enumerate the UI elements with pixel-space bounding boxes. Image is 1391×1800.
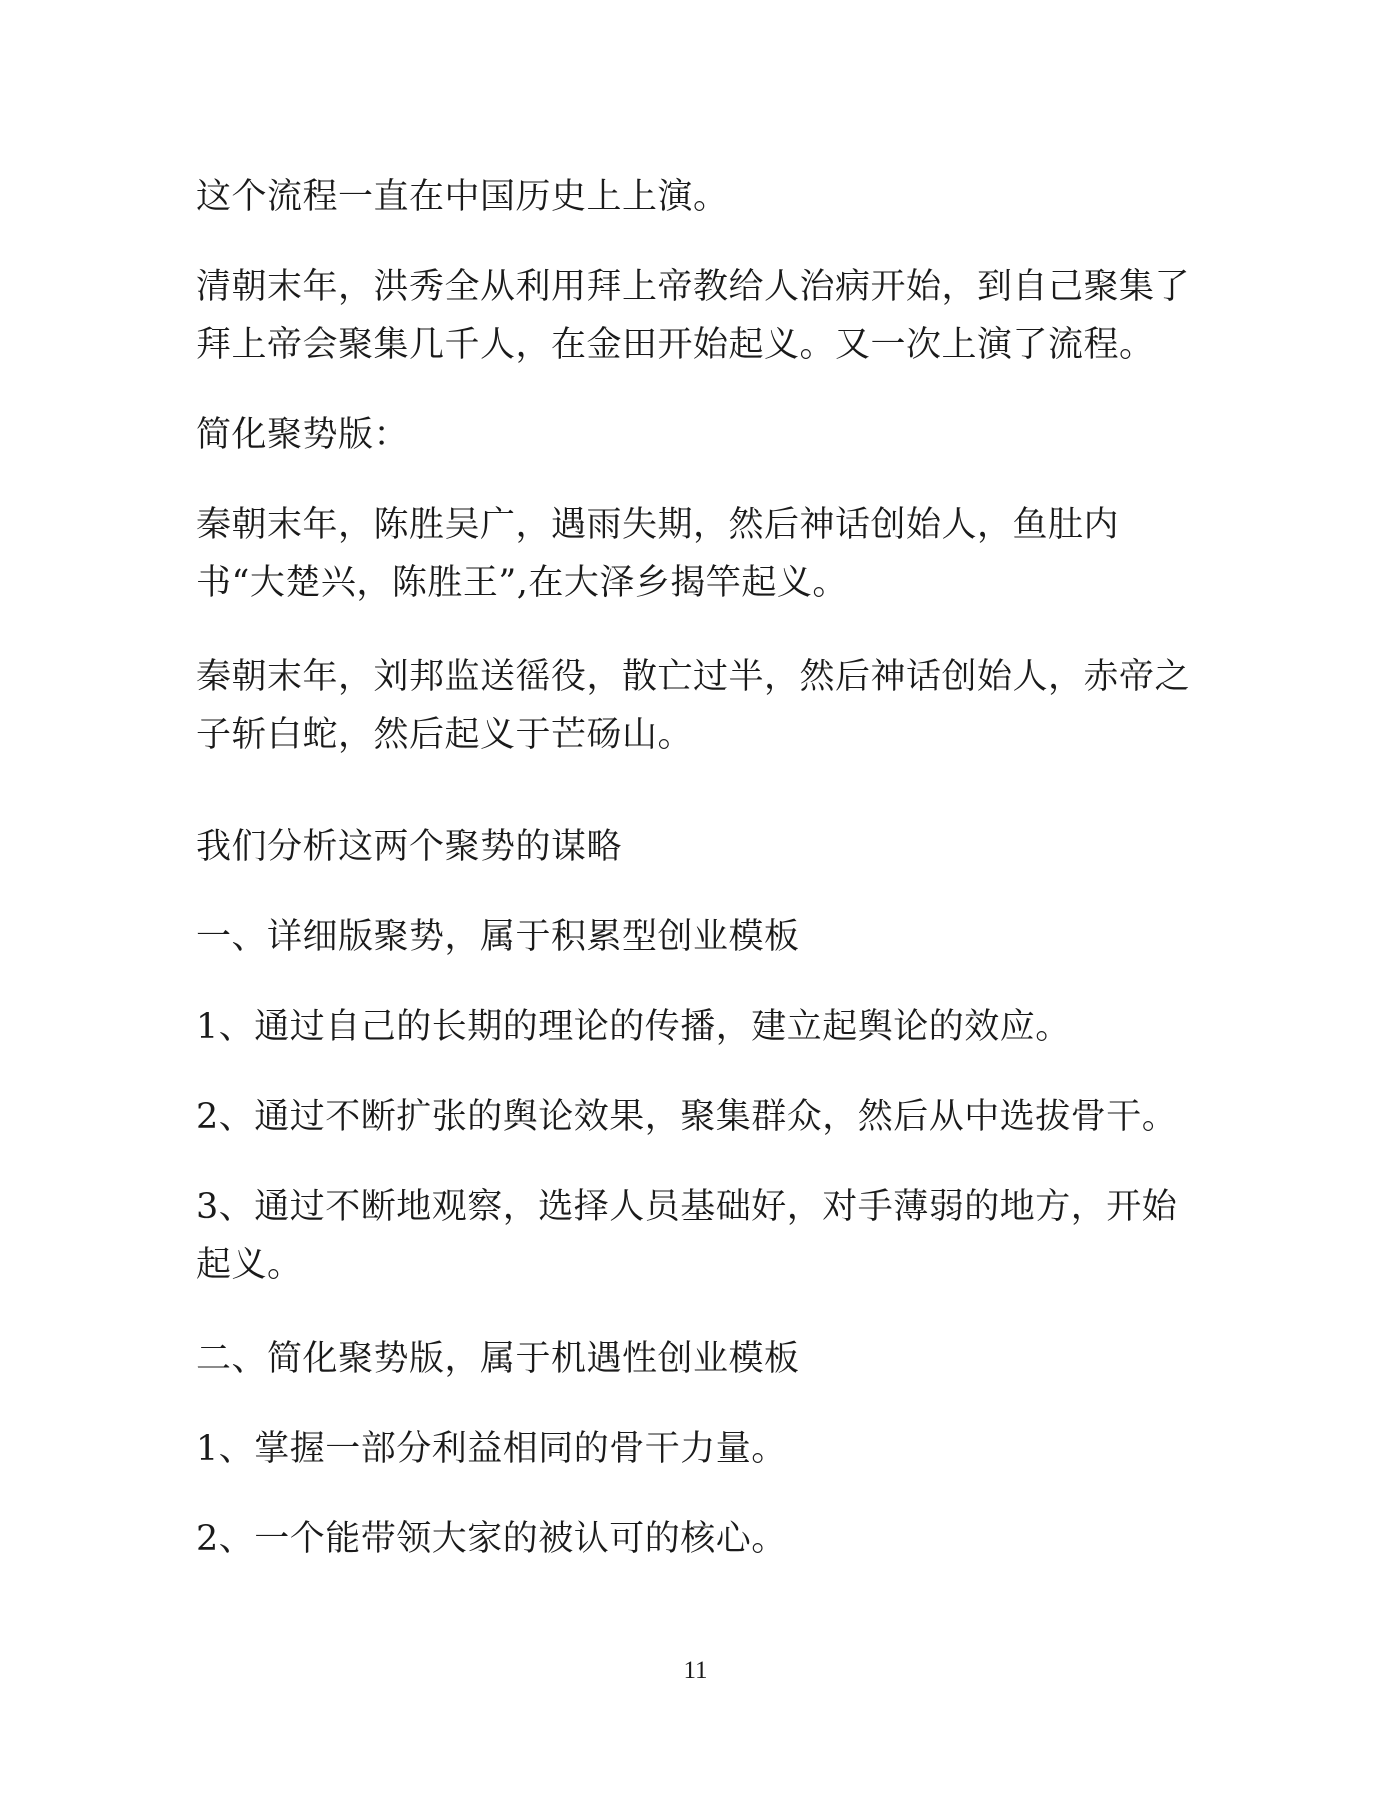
text-line: 拜上帝会聚集几千人，在金田开始起义。又一次上演了流程。 (196, 325, 1155, 365)
list-item-2 (196, 1088, 1196, 1146)
text-line: 简化聚势版： (196, 415, 410, 455)
text-line: 2、通过不断扩张的舆论效果，聚集群众，然后从中选拔骨干。 (196, 1097, 1178, 1137)
paragraph-chen-sheng-wu-guang (196, 496, 1196, 612)
list-item-1 (196, 1420, 1196, 1478)
list-item-3 (196, 1178, 1196, 1294)
list-item-2 (196, 1510, 1196, 1568)
text-line: 我们分析这两个聚势的谋略 (196, 827, 623, 867)
text-line: 2、一个能带领大家的被认可的核心。 (196, 1519, 787, 1559)
text-line: 秦朝末年，刘邦监送徭役，散亡过半，然后神话创始人，赤帝之 (196, 657, 1191, 697)
paragraph-process-repeats (196, 168, 1196, 226)
paragraph-analysis-intro (196, 818, 1196, 876)
text-line: 3、通过不断地观察，选择人员基础好，对手薄弱的地方，开始 (196, 1187, 1178, 1227)
paragraph-liu-bang (196, 648, 1196, 764)
text-line: 一、详细版聚势，属于积累型创业模板 (196, 917, 800, 957)
section-heading-detailed (196, 908, 1196, 966)
text-line: 二、简化聚势版，属于机遇性创业模板 (196, 1339, 800, 1379)
paragraph-simplified-heading (196, 406, 1196, 464)
text-line: 起义。 (196, 1245, 303, 1285)
page-number: 11 (683, 1657, 708, 1684)
text-line: 1、掌握一部分利益相同的骨干力量。 (196, 1429, 787, 1469)
text-line: 子斩白蛇，然后起义于芒砀山。 (196, 715, 694, 755)
text-line: 清朝末年，洪秀全从利用拜上帝教给人治病开始，到自己聚集了 (196, 267, 1191, 307)
page-body (196, 168, 1196, 1568)
list-item-1 (196, 998, 1196, 1056)
text-line: 这个流程一直在中国历史上上演。 (196, 177, 729, 217)
section-heading-simplified (196, 1330, 1196, 1388)
text-line: 1、通过自己的长期的理论的传播，建立起舆论的效应。 (196, 1007, 1071, 1047)
paragraph-hong-xiuquan (196, 258, 1196, 374)
text-line: 秦朝末年，陈胜吴广，遇雨失期，然后神话创始人，鱼肚内 (196, 505, 1120, 545)
text-line: 书“大楚兴，陈胜王”,在大泽乡揭竿起义。 (196, 563, 848, 603)
